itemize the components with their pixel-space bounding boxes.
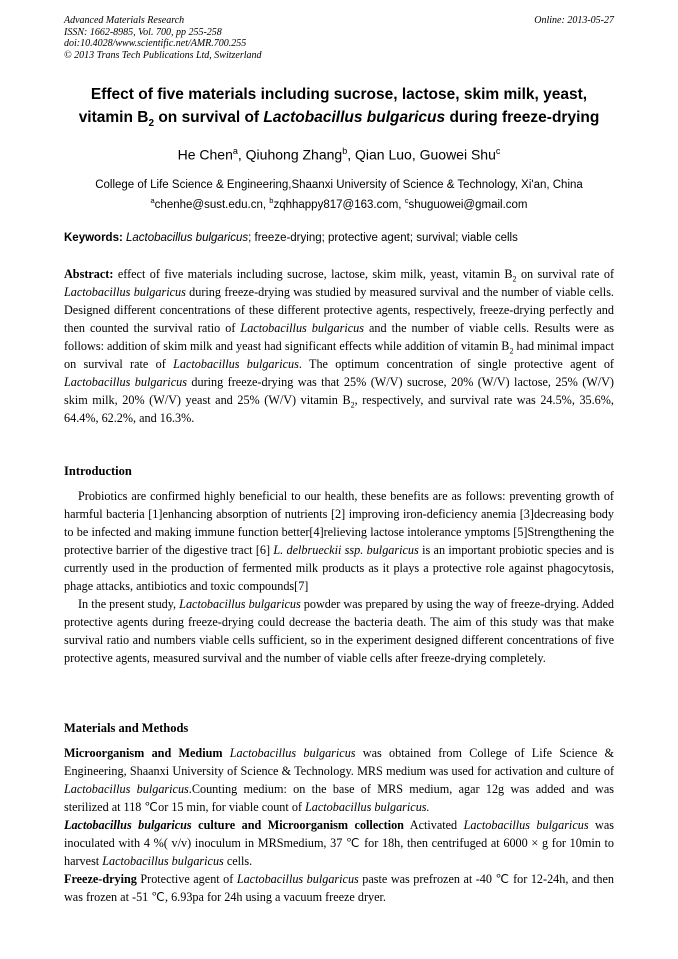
affiliation xyxy=(40,177,638,213)
species-name: Lactobacillus bulgaricus xyxy=(64,782,189,797)
email-link[interactable]: zqhhappy817@163.com, xyxy=(273,198,405,211)
methods-text: was obtained from College of Life Science & Engineering, Shaanxi University of Science & Technology. MRS medium was used for activation and culture of xyxy=(64,746,614,779)
introduction-section xyxy=(64,487,614,667)
species-name: Lactobacillus bulgaricus xyxy=(173,357,299,372)
intro-text: In the present study, xyxy=(78,597,180,612)
author-mark: a xyxy=(232,146,238,156)
abstract-text: during freeze-drying was studied by measured survival and the number of viable cells. Designed different concentrations of these different protective agents, respectively, freeze-drying perfectly and then counted the survival ratio of xyxy=(64,285,614,336)
online-date: Online: 2013-05-27 xyxy=(534,15,614,26)
methods-heading: Materials and Methods xyxy=(64,721,189,735)
author-name: He Chen xyxy=(177,146,233,163)
title-line-2 xyxy=(40,106,638,135)
doi-line: doi:10.4028/www.scientific.net/AMR.700.255 xyxy=(64,38,247,49)
paper-title xyxy=(40,83,638,135)
species-name: Lactobacillus bulgaricus. xyxy=(305,800,430,815)
intro-paragraph-1 xyxy=(64,487,614,595)
email-mark: c xyxy=(404,196,409,205)
subsection-label: Microorganism and Medium xyxy=(64,746,223,760)
email-mark: a xyxy=(150,196,155,205)
intro-text: is an important probiotic species and is currently used in the production of fermented milk products as it plays a protective role against phagocytosis, phage attacks, antibiotics and toxic compounds[7] xyxy=(64,543,614,594)
author-list: He Chen$^a$, Qiuhong Zhang$^b$, Qian Luo, Guowei Shu$^c$ xyxy=(177,146,501,163)
subsection-label: Freeze-drying xyxy=(64,872,137,887)
keywords-list: ; freeze-drying; protective agent; survival; viable cells xyxy=(248,232,518,244)
author-name: Qian Luo xyxy=(355,146,412,163)
methods-text: Protective agent of xyxy=(136,872,237,887)
abstract-text: and the number of viable cells. Results were as follows: addition of skim milk and yeast had significant effects while addition of vitamin B xyxy=(64,321,615,354)
title-line-1: Effect of five materials including sucrose, lactose, skim milk, yeast, xyxy=(90,86,588,103)
journal-name: Advanced Materials Research xyxy=(64,15,185,26)
author-mark: c xyxy=(495,146,501,156)
methods-text: Activated xyxy=(403,818,464,833)
abstract-text: , respectively, and survival rate was 24.5%, 35.6%, 64.4%, 62.2%, and 16.3%. xyxy=(64,393,614,426)
species-name: L. delbrueckii ssp. bulgaricus xyxy=(273,543,419,558)
abstract-text: had minimal impact on survival rate of xyxy=(64,339,615,372)
author-name: Guowei Shu xyxy=(419,146,496,163)
subsection-label: culture and Microorganism collection xyxy=(191,818,404,833)
spacer-text xyxy=(223,746,230,760)
species-name: Lactobacillus bulgaricus xyxy=(463,818,589,833)
abstract-text: on survival rate of xyxy=(516,267,615,281)
subsection-label: Lactobacillus bulgaricus xyxy=(64,818,192,833)
subscript: 2 xyxy=(512,274,517,284)
title-text: vitamin B xyxy=(78,109,149,126)
title-species: Lactobacillus bulgaricus xyxy=(263,109,446,126)
species-name: Lactobacillus bulgaricus xyxy=(236,872,359,887)
affiliation-line: College of Life Science & Engineering,Shaanxi University of Science & Technology, Xi'an, China xyxy=(95,179,583,191)
keywords xyxy=(64,231,614,246)
methods-text: was inoculated with 4 %( v/v) inoculum in MRSmedium, 37 ℃ for 18h, then centrifuged at 6000 × g for 10min to harvest xyxy=(64,818,614,869)
methods-section xyxy=(64,744,614,906)
methods-paragraph-2 xyxy=(64,816,614,870)
author-name: Qiuhong Zhang xyxy=(245,146,343,163)
introduction-heading: Introduction xyxy=(64,464,132,478)
issn-line: ISSN: 1662-8985, Vol. 700, pp 255-258 xyxy=(64,26,222,38)
abstract-text: during freeze-drying was that 25% (W/V) sucrose, 20% (W/V) lactose, 25% (W/V) skim milk, 20% (W/V) yeast and 25% (W/V) vitamin B xyxy=(64,375,614,408)
email-mark: b xyxy=(269,196,274,205)
keyword-species: Lactobacillus bulgaricus xyxy=(126,232,249,244)
journal-header xyxy=(64,15,262,61)
keywords-label: Keywords: xyxy=(64,232,123,244)
methods-paragraph-3 xyxy=(64,870,614,906)
title-text: on survival of xyxy=(154,109,264,126)
species-name: Lactobacillus bulgaricus xyxy=(102,854,224,869)
abstract-text: effect of five materials including sucrose, lactose, skim milk, yeast, vitamin B xyxy=(113,267,513,281)
email-link[interactable]: chenhe@sust.edu.cn, xyxy=(154,198,270,211)
title-text: during freeze-drying xyxy=(445,109,600,126)
copyright-line: © 2013 Trans Tech Publications Ltd, Switzerland xyxy=(64,49,262,61)
abstract-text: . The optimum concentration of single protective agent of xyxy=(298,357,614,372)
species-name: Lactobacillus bulgaricus xyxy=(179,597,301,612)
species-name: Lactobacillus bulgaricus xyxy=(240,321,364,336)
intro-paragraph-2 xyxy=(64,595,614,667)
email-line xyxy=(40,193,638,213)
species-name: Lactobacillus bulgaricus xyxy=(229,746,356,760)
author-mark: b xyxy=(342,146,348,156)
abstract-paragraph xyxy=(64,265,614,427)
abstract-label: Abstract: xyxy=(64,267,114,281)
intro-text: powder was prepared by using the way of freeze-drying. Added protective agents during freeze-drying could decrease the bacteria death. The aim of this study was that make survival ratio and numbers viable cells sufficient, so in the experiment designed different concentrations of five protective agents, measured survival and the number of viable cells after freeze-drying completely. xyxy=(64,597,614,666)
species-name: Lactobacillus bulgaricus xyxy=(64,375,187,390)
methods-text: cells. xyxy=(223,854,253,869)
methods-paragraph-1 xyxy=(64,744,614,816)
email-link[interactable]: shuguowei@gmail.com xyxy=(408,198,528,211)
methods-text: .Counting medium: on the base of MRS medium, agar 12g was added and was sterilized at 118 ℃or 15 min, for viable count of xyxy=(64,782,614,815)
abstract xyxy=(64,265,614,427)
species-name: Lactobacillus bulgaricus xyxy=(64,285,186,300)
methods-text: paste was prefrozen at -40 ℃ for 12-24h, and then was frozen at -51 ℃, 6.93pa for 24h using a vacuum freeze dryer. xyxy=(64,872,614,905)
subscript: 2 xyxy=(350,400,355,410)
intro-text: Probiotics are confirmed highly beneficial to our health, these benefits are as follows: preventing growth of harmful bacteria [1]enhancing absorption of nutrients [2] improving iron-deficiency anemia [3]decreasing body to be infected and making immune function better[4]relieving lactose intolerance ymptoms [5]Strengthening the protective barrier of the digestive tract [6] xyxy=(64,489,614,558)
subscript: 2 xyxy=(509,346,514,356)
title-subscript: 2 xyxy=(148,118,155,130)
